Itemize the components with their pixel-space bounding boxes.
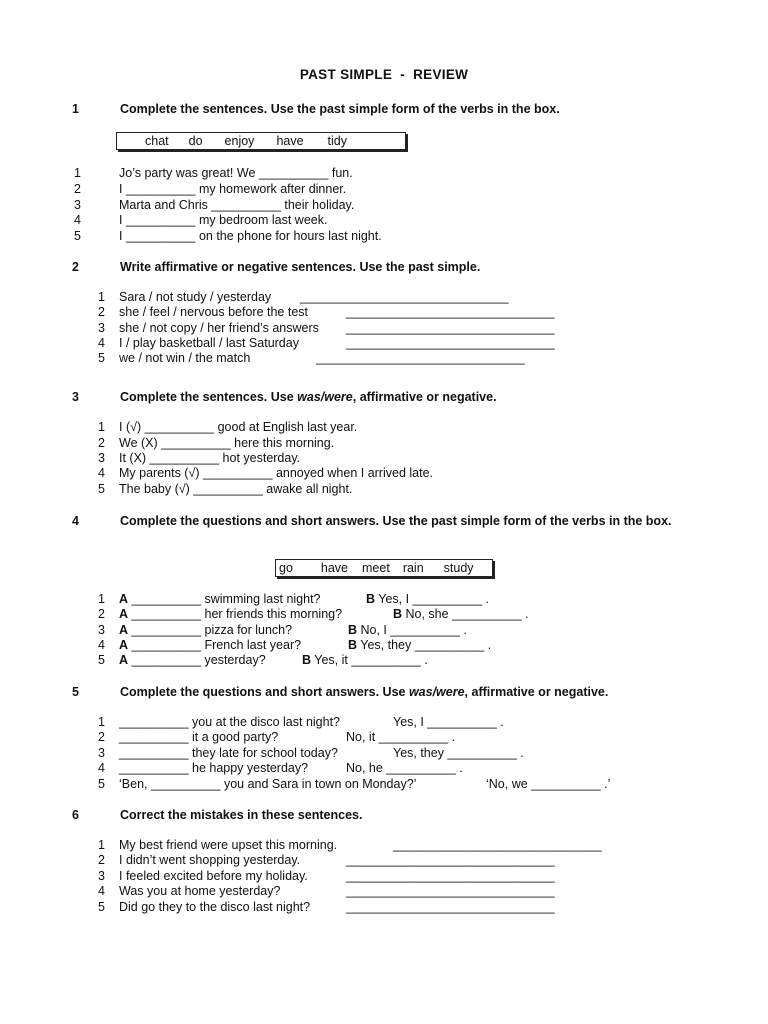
item-text: I (√) __________ good at English last year. [119,420,358,434]
item-number: 1 [98,290,105,304]
short-answer: No, he __________ . [346,761,463,775]
item-text [119,592,321,606]
answer-line: ______________________________ [346,900,555,914]
answer-line: ______________________________ [346,305,555,319]
item-text: I __________ on the phone for hours last night. [119,229,382,243]
question-text: __________ pizza for lunch? [128,623,293,637]
item-number: 4 [74,213,81,227]
item-text: __________ it a good party? [119,730,279,744]
item-number: 3 [98,321,105,335]
item-number: 4 [98,638,105,652]
item-number: 3 [98,451,105,465]
speaker-a: A [119,592,129,606]
item-text: ‘Ben, __________ you and Sara in town on Monday?’ [119,777,417,791]
answer-line: ______________________________ [346,321,555,335]
verb-box-1 [116,132,406,150]
item-number: 2 [74,182,81,196]
item-text: she / not copy / her friend’s answers [119,321,319,335]
item-number: 5 [74,229,81,243]
item-text: I / play basketball / last Saturday [119,336,299,350]
instruction-italic: was/were [297,390,353,404]
item-text: We (X) __________ here this morning. [119,436,335,450]
speaker-b: B [393,607,403,621]
short-answer: ‘No, we __________ .’ [486,777,611,791]
box-word: rain [402,561,424,575]
item-number: 3 [98,746,105,760]
short-answer [348,638,491,652]
item-number: 4 [98,336,105,350]
item-number: 3 [98,623,105,637]
item-number: 2 [98,853,105,867]
item-number: 4 [98,761,105,775]
item-text: My best friend were upset this morning. [119,838,338,852]
box-word: chat [145,134,169,148]
speaker-a: A [119,623,129,637]
item-number: 5 [98,351,105,365]
answer-text: Yes, they __________ . [357,638,492,652]
answer-text: No, I __________ . [357,623,467,637]
item-number: 3 [74,198,81,212]
item-number: 4 [98,466,105,480]
box-word: have [276,134,304,148]
short-answer: Yes, I __________ . [393,715,504,729]
item-text: Jo’s party was great! We __________ fun. [119,166,353,180]
box-word: enjoy [224,134,255,148]
item-text: I __________ my homework after dinner. [119,182,347,196]
item-number: 4 [98,884,105,898]
item-text: __________ he happy yesterday? [119,761,309,775]
item-text: The baby (√) __________ awake all night. [119,482,353,496]
box-word: meet [362,561,390,575]
item-text [119,623,292,637]
section-2-number: 2 [72,260,79,274]
section-4-number: 4 [72,514,79,528]
question-text: __________ French last year? [128,638,302,652]
section-3-instruction [120,389,710,405]
speaker-b: B [348,623,358,637]
item-number: 1 [98,715,105,729]
short-answer [348,623,467,637]
item-text [119,638,301,652]
item-number: 1 [98,592,105,606]
section-1-number: 1 [72,102,79,116]
question-text: __________ her friends this morning? [128,607,343,621]
item-text: she / feel / nervous before the test [119,305,309,319]
box-word: study [443,561,474,575]
item-number: 2 [98,436,105,450]
item-text: Did go they to the disco last night? [119,900,311,914]
speaker-b: B [348,638,358,652]
item-text: __________ they late for school today? [119,746,338,760]
speaker-a: A [119,607,129,621]
section-6-number: 6 [72,808,79,822]
item-text: I __________ my bedroom last week. [119,213,328,227]
item-number: 3 [98,869,105,883]
answer-line: ______________________________ [300,290,509,304]
short-answer [366,592,489,606]
item-text [119,607,342,621]
section-5-instruction [120,684,710,700]
section-2-instruction: Write affirmative or negative sentences. Use the past simple. [120,260,481,274]
instruction-part: Complete the sentences. Use [120,390,298,404]
answer-line: ______________________________ [393,838,602,852]
item-text: Sara / not study / yesterday [119,290,272,304]
item-text: My parents (√) __________ annoyed when I arrived late. [119,466,433,480]
instruction-part: Complete the questions and short answers. Use [120,685,409,699]
short-answer [393,607,529,621]
answer-line: ______________________________ [346,853,555,867]
item-number: 2 [98,305,105,319]
item-number: 5 [98,653,105,667]
item-number: 5 [98,482,105,496]
instruction-italic: was/were [408,685,465,699]
speaker-b: B [366,592,376,606]
item-text: we / not win / the match [119,351,251,365]
section-1-instruction: Complete the sentences. Use the past simple form of the verbs in the box. [120,102,560,116]
answer-line: ______________________________ [346,869,555,883]
question-text: __________ swimming last night? [128,592,321,606]
item-text: Marta and Chris __________ their holiday. [119,198,355,212]
speaker-b: B [302,653,312,667]
section-5-number: 5 [72,685,79,699]
verb-box-4 [275,559,493,577]
box-word: tidy [327,134,347,148]
speaker-a: A [119,638,129,652]
item-number: 1 [98,838,105,852]
section-4-instruction: Complete the questions and short answers. Use the past simple form of the verbs in the box. [120,514,672,528]
box-word: have [320,561,349,575]
item-number: 5 [98,900,105,914]
box-word: go [279,561,293,575]
answer-text: Yes, it __________ . [311,653,428,667]
item-number: 2 [98,730,105,744]
answer-line: ______________________________ [346,336,555,350]
answer-line: ______________________________ [316,351,525,365]
item-text: It (X) __________ hot yesterday. [119,451,301,465]
page-title: PAST SIMPLE - REVIEW [299,67,469,82]
short-answer [302,653,428,667]
instruction-part: , affirmative or negative. [464,685,609,699]
short-answer: Yes, they __________ . [393,746,524,760]
item-number: 1 [98,420,105,434]
item-number: 1 [74,166,81,180]
answer-text: Yes, I __________ . [375,592,490,606]
item-text: I feeled excited before my holiday. [119,869,308,883]
item-text: __________ you at the disco last night? [119,715,341,729]
short-answer: No, it __________ . [346,730,456,744]
item-text: Was you at home yesterday? [119,884,281,898]
item-text [119,653,266,667]
instruction-part: , affirmative or negative. [352,390,497,404]
section-6-instruction: Correct the mistakes in these sentences. [120,808,363,822]
box-word: do [188,134,203,148]
item-text: I didn’t went shopping yesterday. [119,853,301,867]
answer-line: ______________________________ [346,884,555,898]
item-number: 2 [98,607,105,621]
answer-text: No, she __________ . [402,607,529,621]
speaker-a: A [119,653,129,667]
item-number: 5 [98,777,105,791]
question-text: __________ yesterday? [128,653,266,667]
section-3-number: 3 [72,390,79,404]
